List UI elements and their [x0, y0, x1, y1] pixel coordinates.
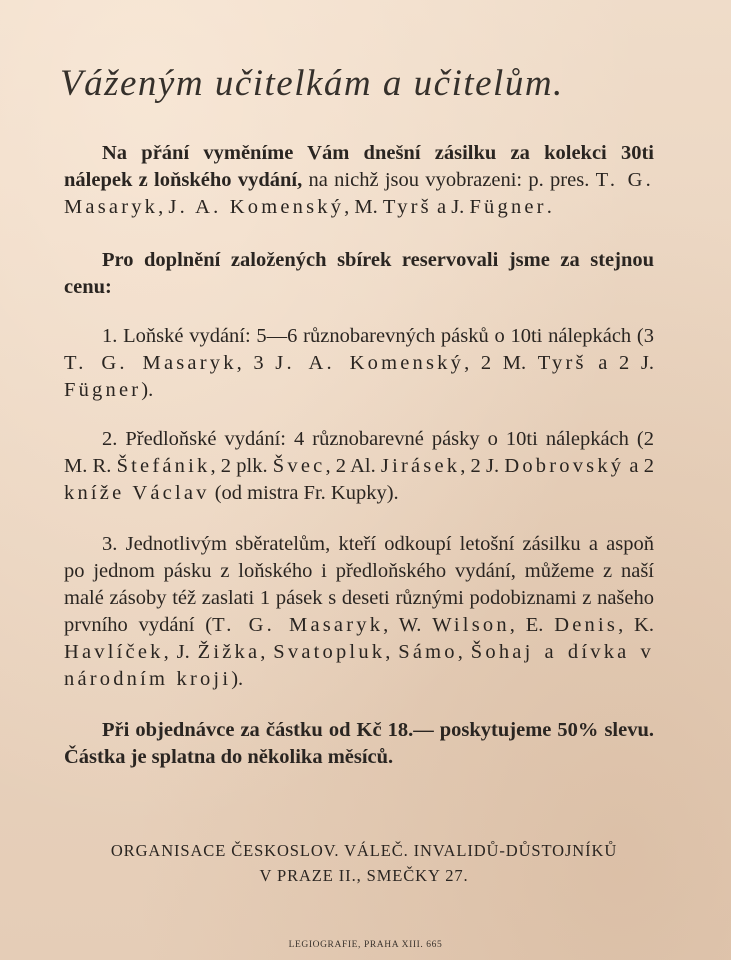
name-masaryk: T. G. Masaryk — [64, 169, 654, 218]
list-item-3: 3. Jednotlivým sběratelům, kteří odkoupí letošní zásilku a aspoň po jednom pásku z loňského i předloňského vydání, můžeme z naší malé zásoby též zaslati 1 pásek s deseti různými podobiznami z našeho prvního vydání (T. G. Masaryk, W. Wilson, E. Denis, K. Havlíček, J. Žižka, Svatopluk, Sámo, Šohaj a dívka v národním kroji). — [64, 533, 655, 690]
intro-bold-text: Na přání vyměníme Vám dnešní zásilku za kolekci 30ti nálepek z loňského vydání, — [64, 142, 654, 191]
intro-paragraph: Na přání vyměníme Vám dnešní zásilku za kolekci 30ti nálepek z loňského vydání, na nichž jsou vyobrazeni: p. pres. T. G. Masaryk, J. A. Komenský, M. Tyrš a J. Fügner. — [64, 142, 654, 218]
discount-offer: Při objednávce za částku od Kč 18.— poskytujeme 50% slevu. Částka je splatna do několika měsíců. — [64, 719, 654, 768]
name-tyrs: Tyrš — [382, 196, 432, 218]
list-item-2: 2. Předloňské vydání: 4 různobarevné pásky o 10ti nálepkách (2 M. R. Štefánik, 2 plk. Švec, 2 Al. Jirásek, 2 J. Dobrovský a 2 kníže Václav (od mistra Fr. Kupky). — [64, 428, 654, 504]
organisation-address — [64, 838, 664, 888]
reserve-heading: Pro doplnění založených sbírek reservovali jsme za stejnou cenu: — [64, 249, 654, 298]
printer-imprint: LEGIOGRAFIE, PRAHA XIII. 665 — [288, 940, 443, 950]
organisation-name: ORGANISACE ČESKOSLOV. VÁLEČ. INVALIDŮ-DŮSTOJNÍKŮ — [110, 841, 618, 860]
organisation-street: V PRAZE II., SMEČKY 27. — [259, 866, 469, 885]
letter-body — [64, 140, 654, 771]
page-title: Váženým učitelkám a učitelům. — [60, 63, 564, 104]
list-item-1: 1. Loňské vydání: 5—6 různobarevných pásků o 10ti nálepkách (3 T. G. Masaryk, 3 J. A. Komenský, 2 M. Tyrš a 2 J. Fügner). — [64, 325, 655, 401]
name-komensky: J. A. Komenský — [168, 196, 345, 218]
name-fugner: Fügner — [469, 196, 547, 218]
